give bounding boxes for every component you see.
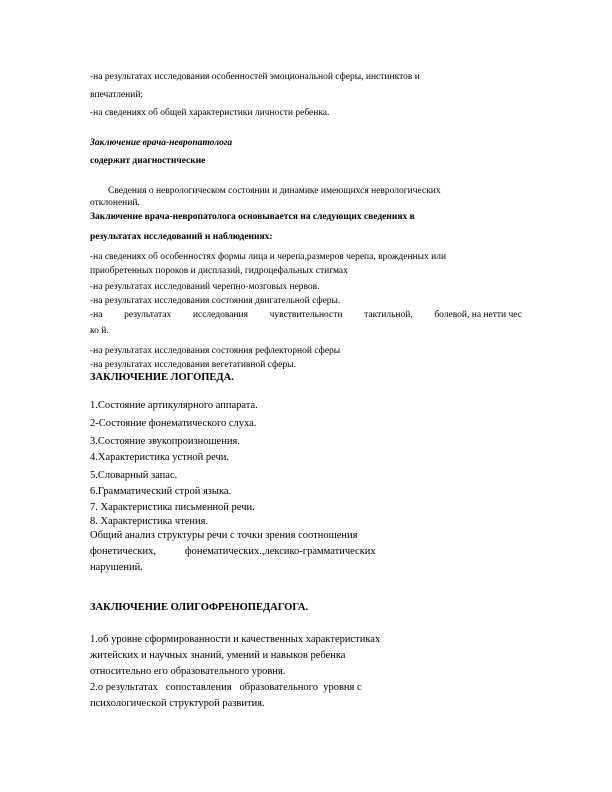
oligo-line: 1.об уровне сформированности и качественных характеристиках — [90, 634, 381, 645]
neuro-basis-line: Заключение врача-невропатолога основывается на следующих сведениях в — [90, 212, 415, 222]
logoped-item: 8. Характеристика чтения. — [90, 516, 209, 527]
logoped-item: 5.Словарный запас. — [90, 470, 178, 481]
neuro-heading: Заключение врача-невропатолога — [90, 138, 233, 148]
neuro-item-sensitivity — [90, 310, 522, 320]
word: -на — [90, 310, 103, 320]
text-line: -на сведениях об общей характеристики личности ребенка. — [90, 108, 330, 118]
neuro-item: -на результатах исследования состояния рефлекторной сферы — [90, 346, 341, 356]
neuro-item: -на результатах исследования вегетативной сферы. — [90, 360, 296, 370]
oligo-heading: ЗАКЛЮЧЕНИЕ ОЛИГОФРЕНОПЕДАГОГА. — [90, 602, 309, 613]
word: чувствительности — [269, 310, 343, 320]
oligo-line: относительно его образовательного уровня. — [90, 666, 286, 677]
neuro-item: приобретенных пороков и дисплазий, гидроцефальных стигмах — [90, 266, 348, 276]
neuro-item: -на результатах исследований черепно-мозговых нервов. — [90, 282, 320, 292]
logoped-analysis-line: Общий анализ структуры речи с точки зрения соотношения — [90, 530, 358, 541]
neuro-heading-cont: содержит диагностические — [90, 156, 206, 166]
neuro-item-cont: ко й. — [90, 326, 109, 336]
neuro-info-line: отклонений. — [90, 198, 140, 208]
neuro-item: -на сведениях об особенностях формы лица и черепа,размеров черепа, врожденных или — [90, 252, 447, 262]
logoped-item: 7. Характеристика письменной речи. — [90, 502, 255, 513]
logoped-item: 4.Характеристика устной речи. — [90, 452, 229, 463]
word: результатах — [124, 310, 172, 320]
logoped-analysis-line: фонетических, фонематических.,лексико-грамматических — [90, 546, 376, 557]
logoped-item: 3.Состояние звукопроизношения. — [90, 436, 240, 447]
logoped-heading: ЗАКЛЮЧЕНИЕ ЛОГОПЕДА. — [90, 372, 234, 383]
text-line: впечатлений; — [90, 90, 144, 100]
text-line: -на результатах исследования особенностей эмоциональной сферы, инстинктов и — [90, 72, 420, 82]
oligo-line: 2.о результатах сопоставления образовательного уровня с — [90, 682, 362, 693]
word: исследования — [192, 310, 248, 320]
neuro-info-line: Сведения о неврологическом состоянии и динамике имеющихся неврологических — [108, 186, 441, 196]
logoped-item: 6.Грамматический строй языка. — [90, 486, 232, 497]
word: болевой, на нетти чес — [434, 310, 522, 320]
neuro-item: -на результатах исследования состояния двигательной сферы. — [90, 296, 341, 306]
oligo-line: психологической структурой развития. — [90, 698, 265, 709]
logoped-item: 1.Состояние артикулярного аппарата. — [90, 400, 258, 411]
neuro-basis-line: результатах исследований и наблюдениях: — [90, 232, 273, 242]
oligo-line: житейских и научных знаний, умений и навыков ребенка — [90, 650, 346, 661]
logoped-item: 2-Состояние фонематического слуха. — [90, 418, 257, 429]
logoped-analysis-line: нарушений. — [90, 562, 143, 573]
word: тактильной, — [364, 310, 413, 320]
